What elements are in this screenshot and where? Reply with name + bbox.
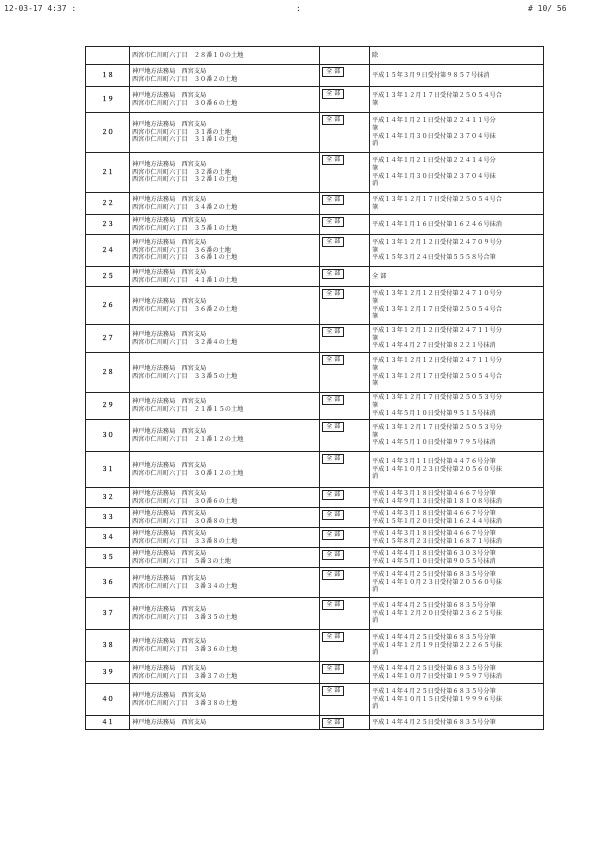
property-line: 西宮市仁川町六丁目 ３４番２の土地 [132, 203, 238, 211]
property-description [130, 113, 320, 153]
fax-timestamp: 12-03-17 4:37 : [4, 4, 77, 13]
property-line: 神戸地方法務局 西宮支局 [132, 120, 207, 128]
registration-line: 平成１３年１２月１２日受付第２４７１０号分 [372, 290, 502, 297]
scope-cell [320, 488, 370, 508]
property-line: 神戸地方法務局 西宮支局 [132, 195, 207, 203]
registration-line: 平成１４年１２月１９日受付第２２２６５号抹 [372, 641, 502, 649]
registration-record [370, 113, 544, 153]
table-row [86, 267, 544, 287]
scope-stamp: 全 部 [322, 269, 344, 279]
scope-stamp: 全 部 [322, 510, 344, 520]
property-line: 西宮市仁川町六丁目 ３３番８の土地 [132, 537, 238, 545]
property-line: 西宮市仁川町六丁目 ３１番１の土地 [132, 136, 238, 144]
scope-cell [320, 548, 370, 568]
registration-record [370, 47, 544, 65]
property-line: 神戸地方法務局 西宮支局 [132, 398, 207, 406]
scope-cell [320, 65, 370, 87]
entry-number: ３４ [86, 528, 130, 548]
registration-line: 平成１３年１２月１２日受付第２４７１１号分 [372, 326, 502, 334]
table-row [86, 215, 544, 235]
property-line: 西宮市仁川町六丁目 ２８番１０の土地 [132, 51, 244, 59]
registration-line: 平成１４年４月１８日受付第６３０３号分筆 [372, 549, 496, 557]
entry-number: ２２ [86, 193, 130, 215]
property-line: 西宮市仁川町六丁目 ３２番１の土地 [132, 176, 238, 184]
entry-number: ３９ [86, 662, 130, 684]
entry-number: ３７ [86, 598, 130, 630]
registration-line: 平成１４年４月２７日受付第８２２１号抹消 [372, 342, 496, 350]
property-description [130, 452, 320, 488]
property-line: 神戸地方法務局 西宮支局 [132, 297, 207, 305]
property-line: 西宮市仁川町六丁目 ３番３８の土地 [132, 699, 238, 707]
registration-record [370, 684, 544, 716]
property-description [130, 598, 320, 630]
registration-record [370, 267, 544, 287]
scope-stamp: 全 部 [322, 289, 344, 299]
property-line: 西宮市仁川町六丁目 ４１番１の土地 [132, 276, 238, 284]
registration-line: 筆 [372, 203, 379, 211]
registration-line: 筆 [372, 297, 379, 305]
scope-cell [320, 508, 370, 528]
scope-cell [320, 568, 370, 598]
property-description [130, 548, 320, 568]
scope-cell [320, 598, 370, 630]
registration-line: 消 [372, 140, 379, 148]
registration-line: 消 [372, 703, 379, 711]
entry-number: ２８ [86, 353, 130, 393]
property-line: 西宮市仁川町六丁目 ３６番２の土地 [132, 305, 238, 313]
registration-line: 平成１４年３月１１日受付第４４７６号分筆 [372, 457, 496, 465]
scope-stamp: 全 部 [322, 530, 344, 540]
registration-record [370, 488, 544, 508]
property-line: 神戸地方法務局 西宮支局 [132, 691, 207, 699]
property-line: 神戸地方法務局 西宮支局 [132, 238, 207, 246]
registration-line: 筆 [372, 334, 379, 342]
registration-line: 平成１５年１月２０日受付第１６２４４号抹消 [372, 517, 502, 525]
registration-record [370, 193, 544, 215]
registration-line: 筆 [372, 246, 379, 254]
property-description [130, 630, 320, 662]
registration-line: 平成１４年９月１３日受付第１８１０８号抹消 [372, 497, 502, 505]
registration-line: 消 [372, 617, 379, 625]
scope-cell [320, 662, 370, 684]
scope-stamp: 全 部 [322, 355, 344, 365]
property-line: 神戸地方法務局 西宮支局 [132, 91, 207, 99]
property-line: 西宮市仁川町六丁目 ３０番２の土地 [132, 75, 238, 83]
table-row [86, 325, 544, 353]
scope-cell [320, 267, 370, 287]
table-row [86, 193, 544, 215]
scope-cell [320, 452, 370, 488]
registration-line: 平成１４年３月１８日受付第４６６７号分筆 [372, 529, 496, 537]
registration-record [370, 215, 544, 235]
table-row [86, 287, 544, 325]
registration-line: 平成１３年１２月１７日受付第２５０５４号合 [372, 305, 502, 313]
entry-number: ２７ [86, 325, 130, 353]
registration-record [370, 153, 544, 193]
property-description [130, 267, 320, 287]
table-row [86, 65, 544, 87]
registration-line: 平成１３年１２月１７日受付第２５０５４号合 [372, 372, 502, 380]
fax-header [0, 4, 595, 16]
scope-cell [320, 235, 370, 267]
scope-cell [320, 87, 370, 113]
table-row [86, 87, 544, 113]
scope-stamp: 全 部 [322, 67, 344, 77]
scope-cell [320, 113, 370, 153]
registration-record [370, 287, 544, 325]
property-line: 西宮市仁川町六丁目 ３番３４の土地 [132, 582, 238, 590]
entry-number [86, 47, 130, 65]
property-line: 神戸地方法務局 西宮支局 [132, 330, 207, 338]
registration-record [370, 568, 544, 598]
scope-stamp: 全 部 [322, 718, 344, 728]
property-line: 西宮市仁川町六丁目 ２１番１５の土地 [132, 406, 244, 413]
table-row [86, 662, 544, 684]
property-line: 神戸地方法務局 西宮支局 [132, 216, 207, 224]
table-row [86, 528, 544, 548]
entry-number: ２９ [86, 393, 130, 420]
registration-line: 筆 [372, 364, 379, 372]
scope-cell [320, 353, 370, 393]
scope-stamp: 全 部 [322, 632, 344, 642]
registration-line: 平成１４年４月２５日受付第６８３５号分筆 [372, 687, 496, 695]
registration-line: 消 [372, 649, 379, 657]
registration-line: 平成１５年３月２４日受付第５５５８号合筆 [372, 254, 496, 262]
registration-line: 筆 [372, 313, 379, 321]
property-line: 神戸地方法務局 西宮支局 [132, 637, 207, 645]
property-description [130, 528, 320, 548]
registration-record [370, 528, 544, 548]
table-row [86, 420, 544, 452]
property-description [130, 684, 320, 716]
registration-line: 平成１３年１２月１７日受付第２５０５４号合 [372, 195, 502, 203]
entry-number: １９ [86, 87, 130, 113]
property-line: 神戸地方法務局 西宮支局 [132, 160, 207, 168]
property-description [130, 488, 320, 508]
property-line: 神戸地方法務局 西宮支局 [132, 605, 207, 613]
entry-number: ２１ [86, 153, 130, 193]
property-line: 西宮市仁川町六丁目 ３６番の土地 [132, 246, 231, 254]
registration-line: 平成１４年１月３０日受付第２３７０４号抹 [372, 132, 496, 140]
property-line: 西宮市仁川町六丁目 ３０番６の土地 [132, 99, 238, 107]
scope-stamp: 全 部 [322, 570, 344, 580]
property-line: 西宮市仁川町六丁目 ３番３６の土地 [132, 645, 238, 653]
registration-line: 消 [372, 180, 379, 188]
table-row [86, 716, 544, 730]
scope-cell [320, 684, 370, 716]
scope-stamp: 全 部 [322, 600, 344, 610]
registration-line: 平成１３年１２月１７日受付第２５０５３号分 [372, 394, 502, 402]
property-line: 西宮市仁川町六丁目 ３０番８の土地 [132, 517, 238, 525]
property-line: 西宮市仁川町六丁目 ３６番１の土地 [132, 254, 238, 262]
property-description [130, 193, 320, 215]
scope-cell [320, 420, 370, 452]
fax-center-mark: : [296, 4, 301, 13]
registration-line: 平成１３年１２月１７日受付第２５０５３号分 [372, 423, 502, 431]
scope-cell [320, 215, 370, 235]
table-row [86, 113, 544, 153]
registration-record [370, 716, 544, 730]
table-row [86, 598, 544, 630]
property-line: 西宮市仁川町六丁目 ３３番５の土地 [132, 372, 238, 380]
registration-line: 平成１４年５月１０日受付第９５１５号抹消 [372, 409, 496, 417]
registration-record [370, 662, 544, 684]
scope-stamp: 全 部 [322, 454, 344, 464]
registration-line: 平成１４年５月１０日受付第９７９５号抹消 [372, 439, 496, 447]
registration-line: 平成１３年１２月１２日受付第２４７１１号分 [372, 357, 502, 364]
property-line: 神戸地方法務局 西宮支局 [132, 427, 207, 435]
registry-table [85, 46, 544, 730]
registration-line: 平成１４年１月１６日受付第１６２４６号抹消 [372, 220, 502, 228]
registration-line: 平成１４年４月２５日受付第６８３５号分筆 [372, 633, 496, 641]
entry-number: ３２ [86, 488, 130, 508]
registration-line: 全 部 [372, 272, 387, 280]
table-row [86, 548, 544, 568]
scope-cell [320, 47, 370, 65]
registration-line: 消 [372, 473, 379, 481]
entry-number: ３８ [86, 630, 130, 662]
property-line: 神戸地方法務局 西宮支局 [132, 574, 207, 582]
registration-line: 平成１４年１２月２０日受付第２３６２５号抹 [372, 609, 502, 617]
registration-record [370, 235, 544, 267]
property-line: 神戸地方法務局 西宮支局 [132, 268, 207, 276]
property-line: 神戸地方法務局 西宮支局 [132, 718, 207, 726]
property-description [130, 287, 320, 325]
entry-number: １８ [86, 65, 130, 87]
registration-line: 平成１４年４月２５日受付第６８３５号分筆 [372, 570, 496, 578]
scope-stamp: 全 部 [322, 115, 344, 125]
property-line: 西宮市仁川町六丁目 ３番３７の土地 [132, 672, 238, 680]
entry-number: ２３ [86, 215, 130, 235]
registration-record [370, 598, 544, 630]
property-description [130, 353, 320, 393]
scope-stamp: 全 部 [322, 490, 344, 500]
registration-line: 筆 [372, 99, 379, 107]
entry-number: ２０ [86, 113, 130, 153]
entry-number: ２５ [86, 267, 130, 287]
property-line: 神戸地方法務局 西宮支局 [132, 489, 207, 497]
table-row [86, 488, 544, 508]
property-line: 神戸地方法務局 西宮支局 [132, 529, 207, 537]
property-line: 西宮市仁川町六丁目 ３０番１２の土地 [132, 469, 244, 477]
property-description [130, 420, 320, 452]
registration-line: 平成１４年５月１０日受付第９０５５号抹消 [372, 557, 496, 565]
property-line: 神戸地方法務局 西宮支局 [132, 364, 207, 372]
property-description [130, 87, 320, 113]
property-description [130, 568, 320, 598]
registration-line: 平成１４年１０月２３日受付第２０５６０号抹 [372, 578, 502, 586]
entry-number: ３０ [86, 420, 130, 452]
scope-stamp: 全 部 [322, 664, 344, 674]
scope-stamp: 全 部 [322, 217, 344, 227]
table-row [86, 452, 544, 488]
entry-number: ４０ [86, 684, 130, 716]
registration-line: 筆 [372, 431, 379, 439]
table-row [86, 47, 544, 65]
scope-stamp: 全 部 [322, 422, 344, 432]
property-description [130, 47, 320, 65]
scope-cell [320, 716, 370, 730]
scope-stamp: 全 部 [322, 550, 344, 560]
scope-stamp: 全 部 [322, 327, 344, 337]
scope-stamp: 全 部 [322, 237, 344, 247]
entry-number: ３３ [86, 508, 130, 528]
property-line: 神戸地方法務局 西宮支局 [132, 664, 207, 672]
registration-line: 平成１４年１０月２３日受付第２０５６０号抹 [372, 465, 502, 473]
registration-record [370, 508, 544, 528]
registration-line: 平成１４年１月２１日受付第２２４１１号分 [372, 117, 496, 124]
registration-line: 平成１４年１０月７日受付第１９５９７号抹消 [372, 672, 502, 680]
property-description [130, 662, 320, 684]
property-description [130, 325, 320, 353]
entry-number: ４１ [86, 716, 130, 730]
registration-line: 平成１５年３月９日受付第９８５７号抹消 [372, 71, 490, 79]
registration-line: 平成１３年１２月１７日受付第２５０５４号合 [372, 91, 502, 99]
table-row [86, 353, 544, 393]
registration-record [370, 87, 544, 113]
property-line: 西宮市仁川町六丁目 ３２番４の土地 [132, 338, 238, 346]
property-line: 神戸地方法務局 西宮支局 [132, 461, 207, 469]
property-description [130, 716, 320, 730]
property-description [130, 153, 320, 193]
property-line: 神戸地方法務局 西宮支局 [132, 509, 207, 517]
scope-stamp: 全 部 [322, 686, 344, 696]
registration-line: 平成１４年３月１８日受付第４６６７号分筆 [372, 509, 496, 517]
property-line: 神戸地方法務局 西宮支局 [132, 67, 207, 75]
fax-page-number: # 10/ 56 [528, 4, 567, 13]
scope-stamp: 全 部 [322, 195, 344, 205]
property-line: 西宮市仁川町六丁目 ３０番６の土地 [132, 497, 238, 505]
property-line: 西宮市仁川町六丁目 ３番３５の土地 [132, 613, 238, 621]
registration-line: 平成１４年１月２１日受付第２２４１４号分 [372, 157, 496, 164]
registration-record [370, 393, 544, 420]
registration-line: 筆 [372, 124, 379, 132]
registration-line: 平成１５年８月２３日受付第１６８７１号抹消 [372, 537, 502, 545]
entry-number: ２４ [86, 235, 130, 267]
table-row [86, 630, 544, 662]
property-line: 神戸地方法務局 西宮支局 [132, 549, 207, 557]
property-line: 西宮市仁川町六丁目 ３１番の土地 [132, 128, 231, 136]
registration-line: 平成１４年３月１８日受付第４６６７号分筆 [372, 489, 496, 497]
entry-number: ３５ [86, 548, 130, 568]
property-line: 西宮市仁川町六丁目 ３２番の土地 [132, 168, 231, 176]
property-description [130, 65, 320, 87]
property-description [130, 508, 320, 528]
scope-stamp: 全 部 [322, 89, 344, 99]
scope-cell [320, 393, 370, 420]
registration-record [370, 353, 544, 393]
scope-cell [320, 630, 370, 662]
registration-line: 消 [372, 586, 379, 594]
registration-line: 平成１４年１月３０日受付第２３７０４号抹 [372, 172, 496, 180]
entry-number: ２６ [86, 287, 130, 325]
scope-cell [320, 193, 370, 215]
table-row [86, 393, 544, 420]
property-description [130, 393, 320, 420]
scope-cell [320, 528, 370, 548]
registration-line: 筆 [372, 164, 379, 172]
scope-stamp: 全 部 [322, 395, 344, 405]
registration-line: 除 [372, 51, 379, 59]
registration-record [370, 452, 544, 488]
property-line: 西宮市仁川町六丁目 ２１番１２の土地 [132, 435, 244, 443]
registration-line: 筆 [372, 380, 379, 388]
table-row [86, 508, 544, 528]
registration-record [370, 630, 544, 662]
entry-number: ３６ [86, 568, 130, 598]
table-row [86, 235, 544, 267]
table-row [86, 568, 544, 598]
registration-line: 平成１４年１０月１５日受付第１９９９６号抹 [372, 695, 502, 703]
property-line: 西宮市仁川町六丁目 ５番３の土地 [132, 557, 231, 565]
scope-cell [320, 153, 370, 193]
registration-record [370, 548, 544, 568]
registration-record [370, 325, 544, 353]
scope-cell [320, 287, 370, 325]
property-line: 西宮市仁川町六丁目 ３５番１の土地 [132, 224, 238, 232]
scope-cell [320, 325, 370, 353]
registration-line: 平成１４年４月２５日受付第６８３５号分筆 [372, 664, 496, 672]
table-row [86, 684, 544, 716]
registration-line: 平成１３年１２月１２日受付第２４７０９号分 [372, 238, 502, 246]
entry-number: ３１ [86, 452, 130, 488]
registration-line: 平成１４年４月２５日受付第６８３５号分筆 [372, 718, 496, 726]
registration-line: 筆 [372, 402, 379, 410]
scope-stamp: 全 部 [322, 155, 344, 165]
registration-line: 平成１４年４月２５日受付第６８３５号分筆 [372, 601, 496, 609]
property-description [130, 215, 320, 235]
table-row [86, 153, 544, 193]
registration-record [370, 420, 544, 452]
registration-record [370, 65, 544, 87]
property-description [130, 235, 320, 267]
